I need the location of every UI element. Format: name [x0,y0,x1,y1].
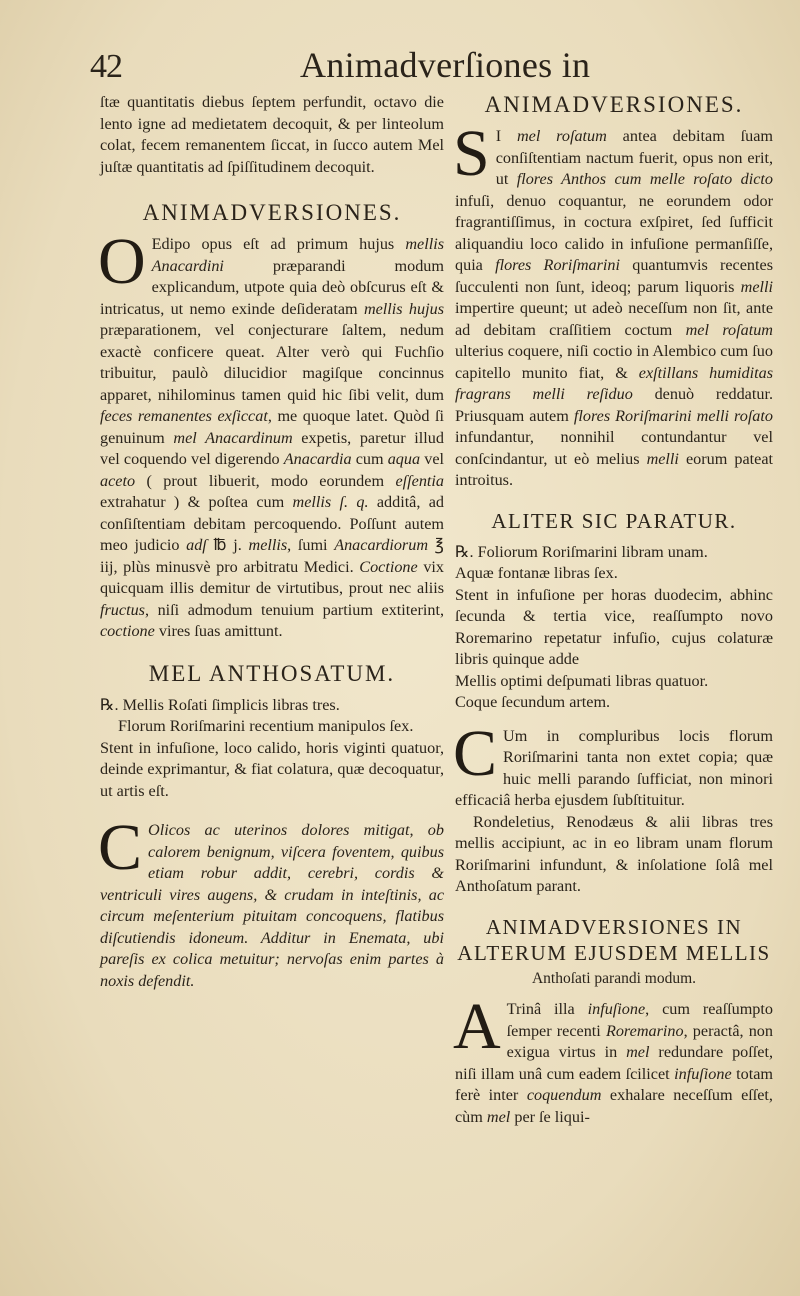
recipe-line: Stent in infuſione, loco calido, horis viginti quatuor, deinde exprimantur, & fiat colatura, quæ decoquatur, ut artis eſt. [100,738,444,800]
animadversiones-paragraph: S I mel roſatum antea debitam ſuam conſiſtentiam nactum fuerit, opus non erit, ut flores Anthos cum melle roſato dicto infuſi, denuo coquantur, ne eorundem odor fragrantiſſimus, in coctura exſpiret, ſed ſufficit aliquandiu loco calido in infuſione permanſiſſe, quia flores Roriſmarini quantumvis recentes ſucculenti non ſunt, ideoq; parum liquoris melli impertire queunt; ut adeò neceſſum non ſit, ante ad debitam craſſitiem coctum mel roſatum ulterius coquere, niſi coctio in Alembico cum ſuo capitello munito fiat, & exſtillans humiditas fragrans melli reſiduo denuò reddatur. Priusquam autem flores Roriſmarini melli roſato infundantur, nonnihil contundantur vel conſcindantur, ut eò melius melli eorum pateat introitus. [453,117,774,489]
section-heading-animadversiones-alterum: ANIMADVERSIONES IN ALTERUM EJUSDEM MELLIS [457,914,771,965]
section-heading-mel-anthosatum: MEL ANTHOSATUM. [148,660,396,686]
section-heading-aliter: ALITER SIC PARATUR. [491,508,737,533]
drop-cap: C [453,716,498,790]
recipe-line: Stent in infuſione per horas duodecim, abhinc ſecunda & tertia vice, reaſſumpto novo Roremarino repetatur infuſio, cujus colaturæ libris quinque adde [455,585,773,668]
colicos-paragraph: C Olicos ac uterinos dolores mitigat, ob calorem benignum, viſcera foventem, quibus etiam robur addit, cerebri, cordis & ventriculi vires augens, & crudam in inteſtinis, ac circum meſenterium pituitam concoquens, flatibus diſcutiendis idoneum. Additur in Enemata, ubi pareſis ex colica metuitur; nervoſas enim partes à noxis defendit. [98,811,444,990]
recipe-aliter [455,542,773,714]
section-heading-animadversiones: ANIMADVERSIONES. [484,92,744,117]
rondeletius-paragraph: Rondeletius, Renodæus & alii libras tres mellis accipiunt, ac in eo libram unam florum Roriſmarini infundunt, & inſolatione ſolâ mel Anthoſatum parant. [455,812,773,895]
intro-paragraph: ſtæ quantitatis diebus ſeptem perfundit, octavo die lento igne ad medietatem decoquit, & per linteolum colat, fecem remanentem ſiccat, in ſucco autem Mel juſtæ quantitatis ad ſpiſſitudinem decoquit. [100,93,444,176]
drop-cap: O [98,225,146,298]
recipe-line: Coque ſecundum artem. [455,693,611,711]
recipe-line: ℞. Foliorum Roriſmarini libram unam. [455,542,708,561]
atrina-paragraph: A Trinâ illa infuſione, cum reaſſumpto ſemper recenti Roremarino, peractâ, non exigua virtus in mel redundare poſſet, niſi illam unâ cum eadem ſcilicet infuſione totam ferè inter coquendum exhalare neceſſum eſſet, cùm mel per ſe liqui- [453,990,773,1126]
page-header [90,38,750,90]
recipe-line: ℞. Mellis Roſati ſimplicis libras tres. [100,695,340,714]
recipe-line: Mellis optimi deſpumati libras quatuor. [455,671,709,690]
recipe-mel-anthosatum [100,695,444,803]
recipe-line: Aquæ fontanæ libras ſex. [455,564,618,582]
drop-cap: C [98,811,143,884]
section-subheading: Anthoſati parandi modum. [531,969,696,987]
left-column [100,92,444,992]
cum-paragraph: C Um in compluribus locis florum Roriſmarini tanta non extet copia; quæ huic melli parando ſufficiat, non minori efficaciâ herba ejusdem ſubſtituitur. [453,716,773,809]
section-heading-animadversiones: ANIMADVERSIONES. [142,200,402,225]
animadversiones-paragraph: O Edipo opus eſt ad primum hujus mellis Anacardini præparandi modum explicandum, utpote quia deò obſcurus eſt & intricatus, ut nemo exinde deſideratam mellis hujus præparationem, vel conjecturare ſaltem, nedum exactè conficere queat. Alter verò qui Fuchſio tribuitur, paulò dilucidior magiſque concinnus apparet, nihilominus tamen quid hic ſibi velit, dum feces remanentes exſiccat, me quoque latet. Quòd ſi genuinum mel Anacardinum expetis, paretur illud vel coquendo vel digerendo Anacardia cum aqua vel aceto ( prout libuerit, modo eorundem eſſentia extrahatur ) & poſtea cum mellis ſ. q. additâ, ad conſiſtentiam debitam percoquendo. Poſſunt autem meo judicio adſ ℔ j. mellis, ſumi Anacardiorum ℥ iij, plùs minusvè pro arbitratu Medici. Coctione vix quicquam illis demitur de virtutibus, prout nec aliis fructus, niſi admodum tenuium partium extiterint, coctione vires ſuas amittunt. [98,225,445,640]
right-column [455,92,773,1128]
drop-cap: S [453,117,490,190]
recipe-line: Florum Roriſmarini recentium manipulos ſex. [118,717,414,735]
running-title: Animadverſiones in [300,45,591,85]
page-number: 42 [90,48,122,85]
drop-cap: A [453,990,501,1063]
